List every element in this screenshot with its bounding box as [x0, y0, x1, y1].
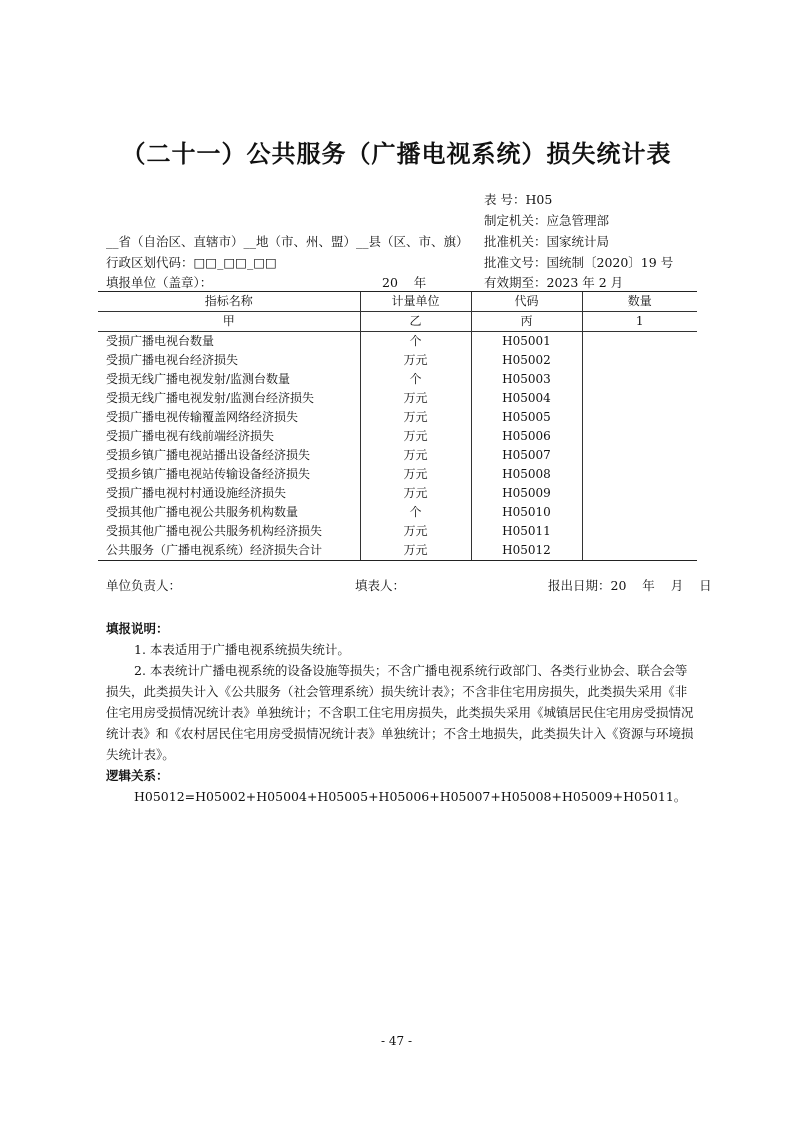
reporting-unit: 填报单位（盖章）：	[106, 275, 213, 290]
quantity-cell[interactable]	[582, 370, 697, 389]
instructions-heading: 填报说明：	[106, 621, 169, 636]
indicator-code: H05010	[471, 503, 582, 522]
approving-authority: 批准机关：国家统计局	[484, 234, 610, 249]
indicator-code: H05002	[471, 351, 582, 370]
table-row	[98, 332, 697, 352]
indicator-name: 受损乡镇广播电视站播出设备经济损失	[106, 448, 311, 462]
indicator-name: 受损广播电视村村通设施经济损失	[106, 486, 287, 500]
table-row	[98, 541, 697, 561]
quantity-cell[interactable]	[582, 351, 697, 370]
issuing-authority: 制定机关：应急管理部	[484, 213, 610, 228]
indicator-name: 受损广播电视台数量	[106, 334, 215, 348]
instruction-item: 1. 本表适用于广播电视系统损失统计。	[134, 642, 350, 657]
indicator-unit: 个	[360, 332, 471, 352]
table-row	[98, 408, 697, 427]
table-row	[98, 370, 697, 389]
indicator-name: 受损无线广播电视发射/监测台经济损失	[106, 391, 315, 405]
quantity-cell[interactable]	[582, 522, 697, 541]
column-code: 甲	[98, 312, 360, 332]
indicator-unit: 万元	[360, 389, 471, 408]
table-row	[98, 389, 697, 408]
loss-statistics-table	[98, 291, 697, 561]
report-year: 20 年	[382, 275, 427, 290]
indicator-name: 受损广播电视台经济损失	[106, 353, 239, 367]
indicator-code: H05005	[471, 408, 582, 427]
quantity-cell[interactable]	[582, 484, 697, 503]
indicator-name: 受损广播电视有线前端经济损失	[106, 429, 275, 443]
indicator-name: 受损无线广播电视发射/监测台数量	[106, 372, 291, 386]
page-title: （二十一）公共服务（广播电视系统）损失统计表	[121, 140, 672, 168]
column-code: 乙	[360, 312, 471, 332]
quantity-cell[interactable]	[582, 408, 697, 427]
form-filler: 填表人：	[355, 578, 406, 593]
region-line: __省（自治区、直辖市）__地（市、州、盟）__县（区、市、旗）	[106, 234, 469, 249]
quantity-cell[interactable]	[582, 503, 697, 522]
column-header: 计量单位	[360, 292, 471, 312]
valid-until: 有效期至：2023 年 2 月	[484, 275, 624, 290]
page-number: - 47 -	[380, 1034, 412, 1048]
table-code-row	[98, 312, 697, 332]
indicator-name: 受损乡镇广播电视站传输设备经济损失	[106, 467, 311, 481]
column-header: 代码	[471, 292, 582, 312]
table-row	[98, 427, 697, 446]
filling-instructions	[106, 618, 694, 807]
table-number: 表 号：H05	[484, 192, 553, 207]
indicator-name: 受损其他广播电视公共服务机构经济损失	[106, 524, 323, 538]
table-row	[98, 503, 697, 522]
quantity-cell[interactable]	[582, 446, 697, 465]
quantity-cell[interactable]	[582, 389, 697, 408]
indicator-code: H05003	[471, 370, 582, 389]
indicator-unit: 万元	[360, 408, 471, 427]
indicator-code: H05001	[471, 332, 582, 352]
quantity-cell[interactable]	[582, 332, 697, 352]
column-code: 1	[582, 312, 697, 332]
logic-formula: H05012=H05002+H05004+H05005+H05006+H05007+H05008+H05009+H05011。	[134, 789, 687, 804]
instruction-item: 2. 本表统计广播电视系统的设备设施等损失；不含广播电视系统行政部门、各类行业协会、联合会等损失，此类损失计入《公共服务（社会管理系统）损失统计表》；不含非住宅用房损失，此类损失采用《非住宅用房受损情况统计表》单独统计；不含职工住宅用房损失，此类损失采用《城镇居民住宅用房受损情况统计表》和《农村居民住宅用房受损情况统计表》单独统计；不含土地损失，此类损失计入《资源与环境损失统计表》。	[106, 663, 694, 762]
table-row	[98, 351, 697, 370]
table-row	[98, 484, 697, 503]
indicator-code: H05009	[471, 484, 582, 503]
approval-number: 批准文号：国统制〔2020〕19 号	[484, 255, 674, 270]
indicator-unit: 万元	[360, 465, 471, 484]
indicator-unit: 万元	[360, 351, 471, 370]
column-header: 指标名称	[98, 292, 360, 312]
indicator-code: H05004	[471, 389, 582, 408]
report-date: 报出日期：20 年 月 日	[548, 578, 712, 593]
quantity-cell[interactable]	[582, 465, 697, 484]
indicator-name: 公共服务（广播电视系统）经济损失合计	[98, 541, 360, 561]
indicator-name: 受损广播电视传输覆盖网络经济损失	[106, 410, 299, 424]
indicator-unit: 个	[360, 370, 471, 389]
logic-heading: 逻辑关系：	[106, 768, 169, 783]
indicator-code: H05008	[471, 465, 582, 484]
column-header: 数量	[582, 292, 697, 312]
indicator-code: H05006	[471, 427, 582, 446]
unit-responsible: 单位负责人：	[106, 578, 182, 593]
indicator-unit: 万元	[360, 484, 471, 503]
indicator-code: H05011	[471, 522, 582, 541]
region-code: 行政区划代码：□□_□□_□□	[106, 255, 277, 270]
table-row	[98, 446, 697, 465]
table-header-row	[98, 292, 697, 312]
table-row	[98, 522, 697, 541]
indicator-name: 受损其他广播电视公共服务机构数量	[106, 505, 299, 519]
indicator-code: H05012	[471, 541, 582, 561]
quantity-cell[interactable]	[582, 541, 697, 561]
quantity-cell[interactable]	[582, 427, 697, 446]
indicator-unit: 万元	[360, 522, 471, 541]
indicator-unit: 万元	[360, 541, 471, 561]
column-code: 丙	[471, 312, 582, 332]
indicator-code: H05007	[471, 446, 582, 465]
indicator-unit: 万元	[360, 427, 471, 446]
table-row	[98, 465, 697, 484]
indicator-unit: 个	[360, 503, 471, 522]
indicator-unit: 万元	[360, 446, 471, 465]
